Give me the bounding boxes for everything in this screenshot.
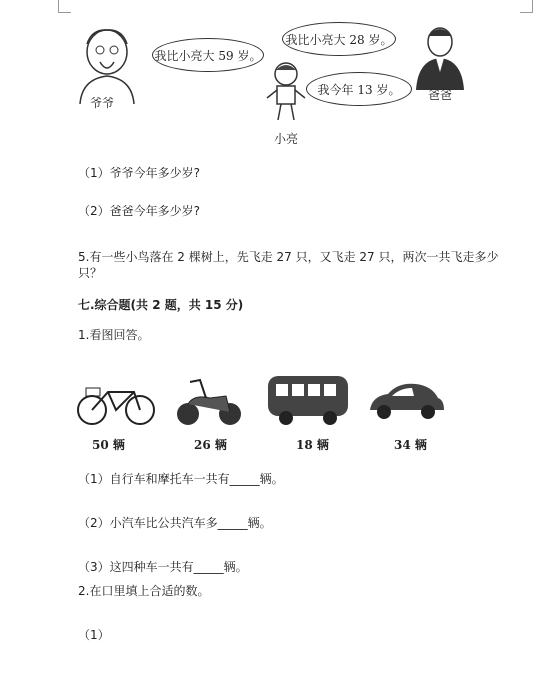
page-corner-mark — [520, 0, 533, 13]
car-count: 34 辆 — [394, 438, 427, 452]
grandpa-speech-bubble: 我比小亮大 59 岁。 — [152, 38, 264, 72]
q1-sub2: （2）小汽车比公共汽车多_____辆。 — [78, 516, 272, 530]
dad-speech-bubble: 我比小亮大 28 岁。 — [282, 22, 396, 56]
bicycle-count: 50 辆 — [92, 438, 125, 452]
boy-label: 小亮 — [274, 132, 299, 146]
q2-sub1: （1） — [78, 628, 110, 642]
q1-sub1: （1）自行车和摩托车一共有_____辆。 — [78, 472, 284, 486]
q4-sub2: （2）爸爸今年多少岁? — [78, 204, 201, 218]
dad-icon — [412, 24, 468, 90]
q5-line2: 只？ — [78, 266, 103, 280]
bus-icon — [266, 372, 350, 426]
q4-sub1: （1）爷爷今年多少岁? — [78, 166, 201, 180]
grandpa-label: 爷爷 — [90, 96, 115, 110]
q5-line1: 5.有一些小鸟落在 2 棵树上，先飞走 27 只，又飞走 27 只，两次一共飞走多少 — [78, 250, 499, 264]
boy-icon — [264, 60, 308, 122]
motorcycle-icon — [174, 372, 244, 428]
grandpa-icon — [72, 24, 142, 104]
age-illustration — [60, 10, 480, 150]
dad-label: 爸爸 — [428, 88, 453, 102]
q1-sub3: （3）这四种车一共有_____辆。 — [78, 560, 248, 574]
motorcycle-count: 26 辆 — [194, 438, 227, 452]
section7-title: 七.综合题(共 2 题，共 15 分) — [78, 298, 244, 312]
q1-title: 1.看图回答。 — [78, 328, 150, 342]
car-icon — [366, 380, 446, 424]
bicycle-icon — [76, 376, 156, 428]
bus-count: 18 辆 — [296, 438, 329, 452]
boy-speech-bubble: 我今年 13 岁。 — [306, 72, 412, 106]
q2-title: 2.在口里填上合适的数。 — [78, 584, 210, 598]
